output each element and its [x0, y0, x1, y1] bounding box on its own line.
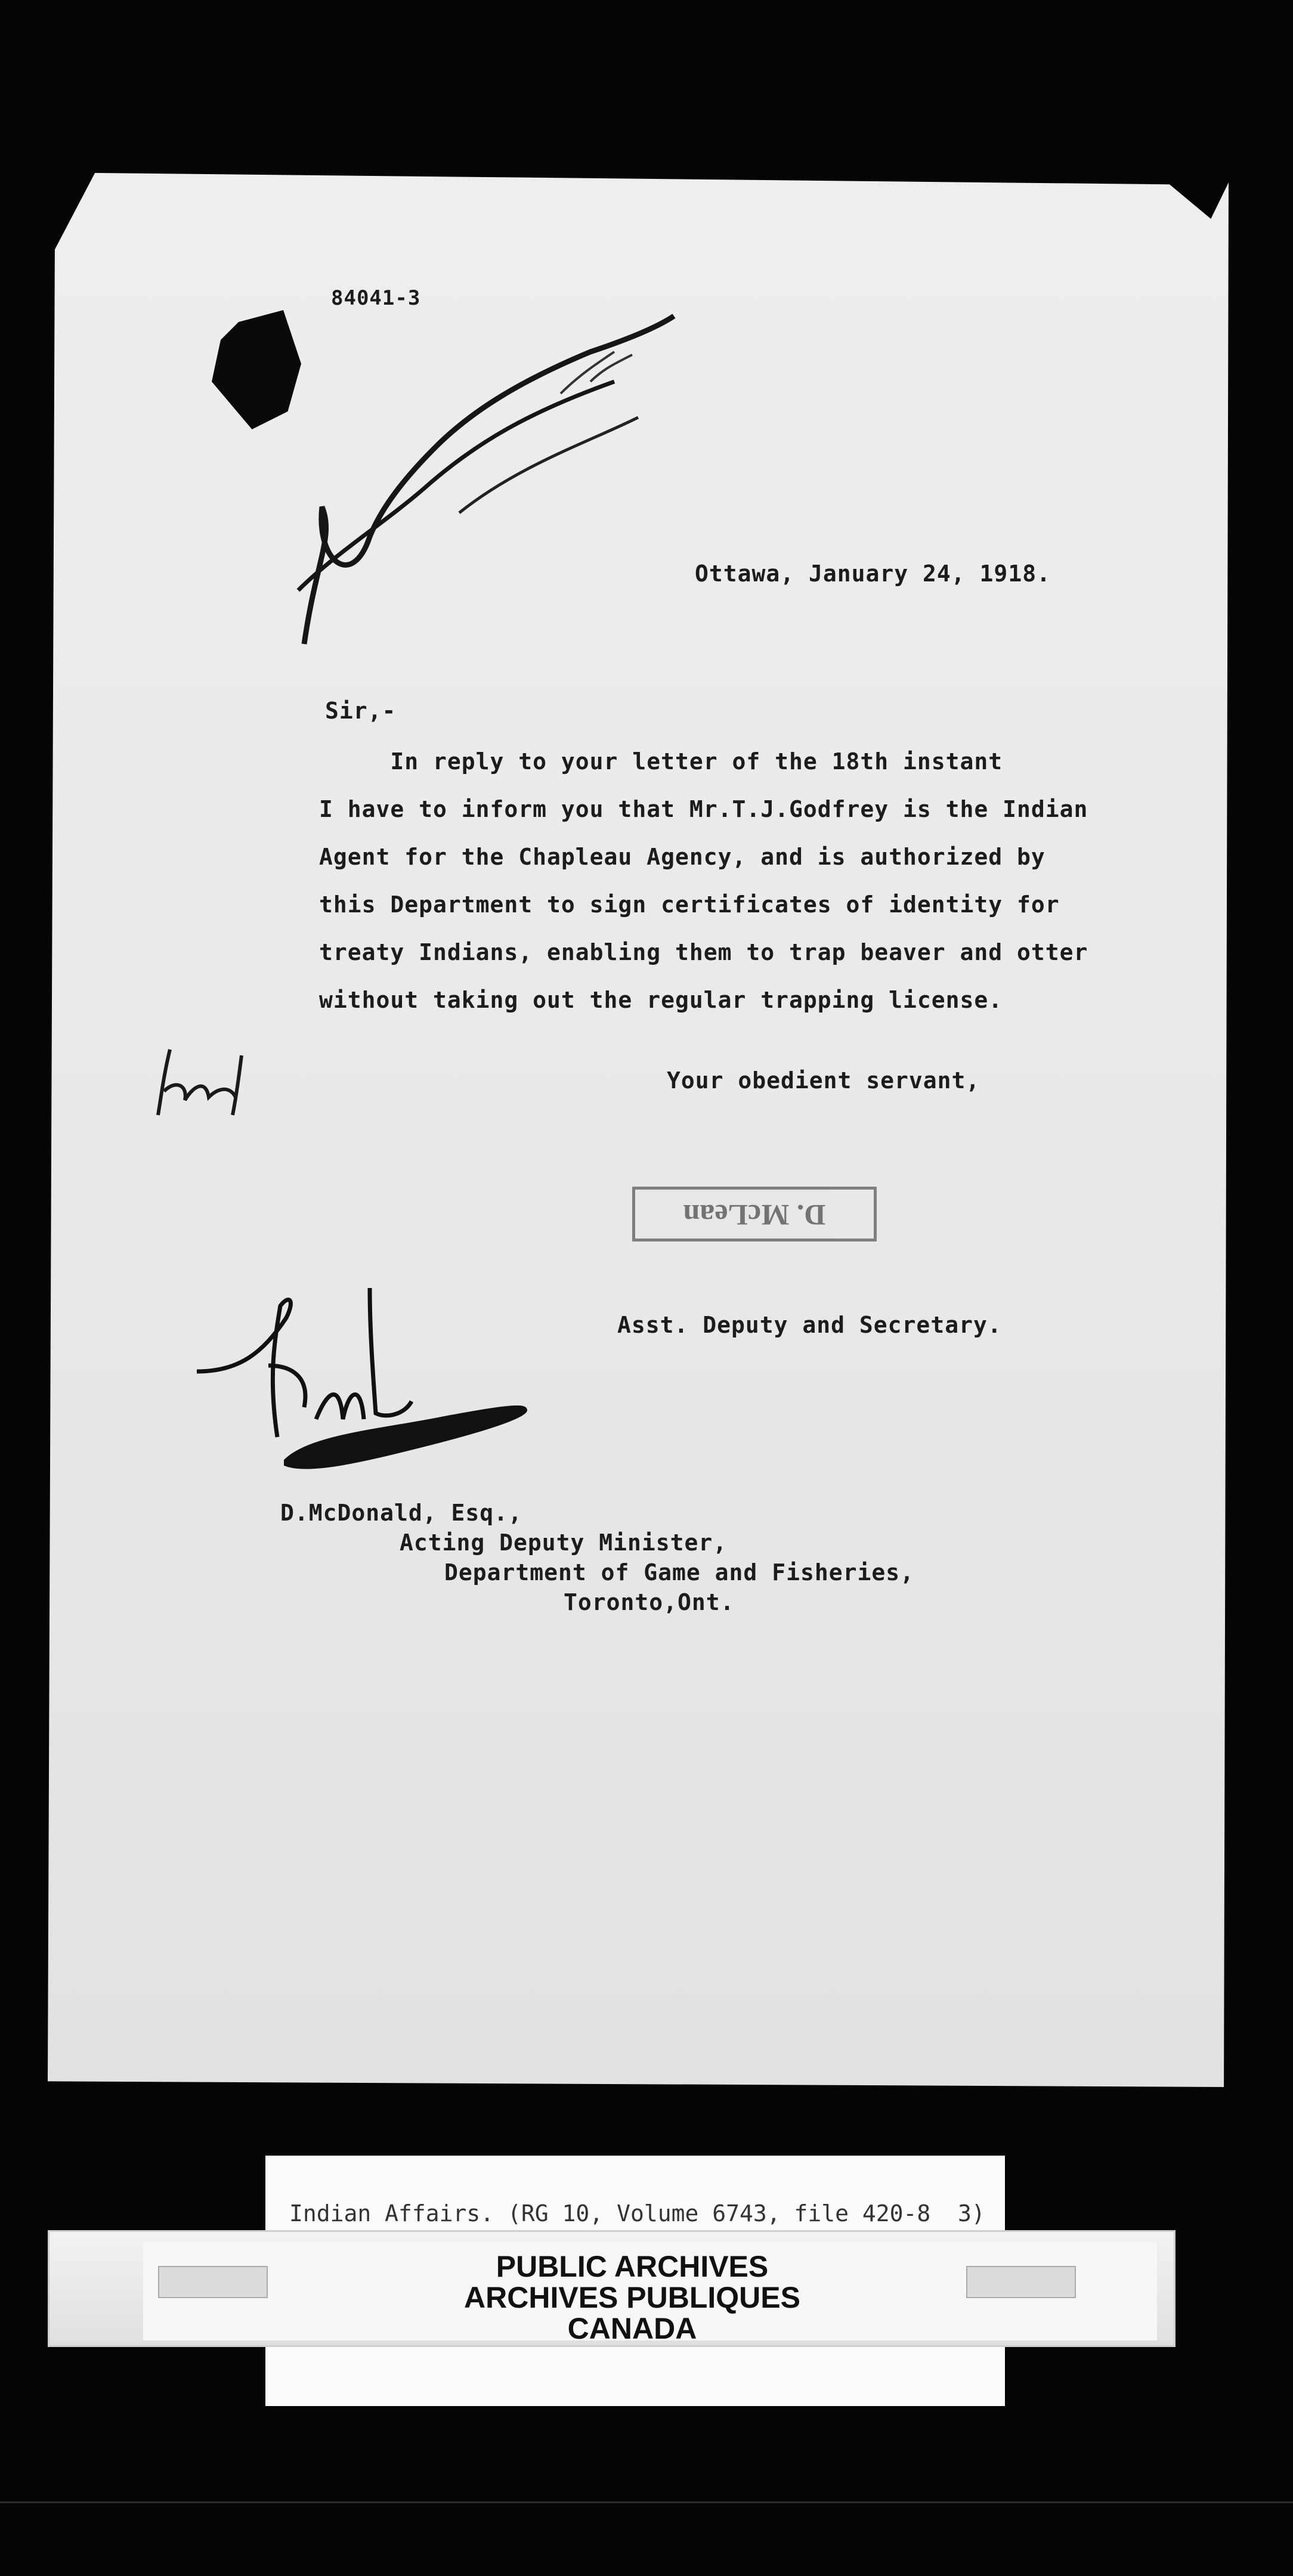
archive-line: ARCHIVES PUBLIQUES: [464, 2281, 800, 2314]
body-line: In reply to your letter of the 18th instant: [319, 748, 1003, 775]
recipient-line: Toronto,Ont.: [564, 1589, 735, 1615]
letter-date: Ottawa, January 24, 1918.: [695, 561, 1051, 587]
handwritten-margin-note: [152, 1044, 259, 1121]
recipient-line: D.McDonald, Esq.,: [280, 1500, 522, 1526]
bottom-rule: [0, 2501, 1293, 2503]
body-line: Agent for the Chapleau Agency, and is authorized by: [319, 844, 1045, 870]
handwritten-signature: [191, 1282, 537, 1479]
archive-line: CANADA: [567, 2312, 697, 2345]
signature-title: Asst. Deputy and Secretary.: [617, 1312, 1002, 1338]
body-line: without taking out the regular trapping license.: [319, 987, 1003, 1013]
strip-tab-left: [158, 2266, 268, 2298]
archive-citation: Indian Affairs. (RG 10, Volume 6743, file 420-8 3): [289, 2200, 985, 2227]
signature-stamp: D. McLean: [632, 1187, 877, 1241]
file-reference: 84041-3: [331, 286, 421, 310]
body-line: treaty Indians, enabling them to trap beaver and otter: [319, 939, 1088, 965]
recipient-line: Department of Game and Fisheries,: [444, 1559, 914, 1586]
salutation: Sir,-: [325, 698, 397, 724]
strip-tab-right: [966, 2266, 1076, 2298]
closing: Your obedient servant,: [667, 1067, 980, 1094]
archive-line: PUBLIC ARCHIVES: [496, 2250, 769, 2283]
body-line: this Department to sign certificates of identity for: [319, 891, 1060, 918]
handwritten-initials-top: [280, 310, 686, 656]
body-line: I have to inform you that Mr.T.J.Godfrey is the Indian: [319, 796, 1088, 822]
recipient-line: Acting Deputy Minister,: [400, 1530, 728, 1556]
